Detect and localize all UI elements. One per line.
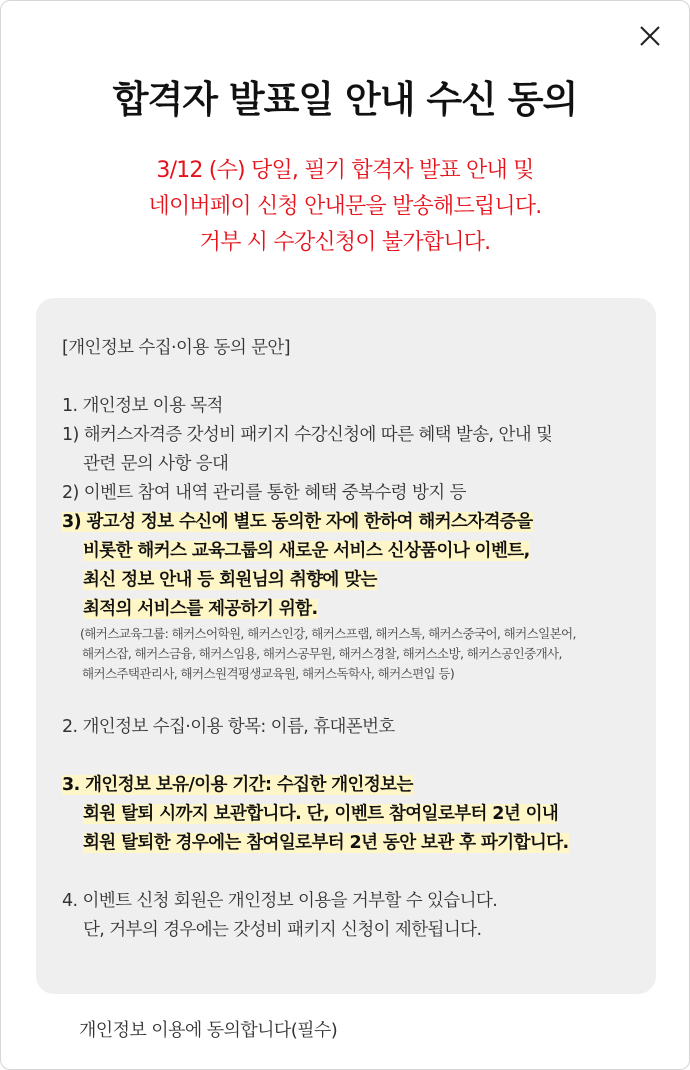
purpose-title: 1. 개인정보 이용 목적: [62, 396, 223, 416]
group-list: (해커스교육그룹: 해커스어학원, 해커스인강, 해커스프랩, 해커스톡, 해커스중국어, 해커스일본어,: [80, 626, 576, 641]
notice-line: 네이버페이 신청 안내문을 발송해드립니다.: [148, 194, 542, 219]
purpose-item-1-cont: 관련 문의 사항 응대: [83, 454, 229, 474]
retention-period-cont: 회원 탈퇴 시까지 보관합니다. 단, 이벤트 참여일로부터 2년 이내: [83, 804, 559, 824]
notice-line: 거부 시 수강신청이 불가합니다.: [199, 230, 491, 255]
agree-consent-label[interactable]: 개인정보 이용에 동의합니다(필수): [79, 1020, 338, 1041]
modal-title: 합격자 발표일 안내 수신 동의: [112, 78, 578, 121]
notice-line: 3/12 (수) 당일, 필기 합격자 발표 안내 및: [156, 158, 534, 183]
purpose-item-2: 2) 이벤트 참여 내역 관리를 통한 혜택 중복수령 방지 등: [62, 483, 466, 503]
purpose-item-3-cont: 비롯한 해커스 교육그룹의 새로운 서비스 신상품이나 이벤트,: [83, 541, 530, 561]
group-list: 해커스잡, 해커스금융, 해커스임용, 해커스공무원, 해커스경찰, 해커스소방, 해커스공인중개사,: [82, 646, 562, 661]
terms-box[interactable]: [36, 298, 656, 994]
group-list: 해커스주택관리사, 해커스원격평생교육원, 해커스독학사, 해커스편입 등): [82, 666, 455, 681]
retention-period: 3. 개인정보 보유/이용 기간: 수집한 개인정보는: [62, 775, 413, 795]
close-icon: [635, 21, 665, 51]
terms-content: [62, 334, 636, 945]
refusal-right: 4. 이벤트 신청 회원은 개인정보 이용을 거부할 수 있습니다.: [62, 891, 498, 911]
purpose-item-3: 3) 광고성 정보 수신에 별도 동의한 자에 한하여 해커스자격증을: [62, 512, 533, 532]
purpose-item-1: 1) 해커스자격증 갓성비 패키지 수강신청에 따른 혜택 발송, 안내 및: [62, 425, 553, 445]
close-button[interactable]: [635, 21, 665, 51]
notice-text: [1, 153, 689, 261]
retention-period-cont: 회원 탈퇴한 경우에는 참여일로부터 2년 동안 보관 후 파기합니다.: [83, 833, 569, 853]
terms-heading: [개인정보 수집·이용 동의 문안]: [62, 338, 290, 358]
collected-items: 2. 개인정보 수집·이용 항목: 이름, 휴대폰번호: [62, 717, 395, 737]
purpose-item-3-cont: 최신 정보 안내 등 회원님의 취향에 맞는: [83, 570, 377, 590]
purpose-item-3-cont: 최적의 서비스를 제공하기 위함.: [83, 599, 318, 619]
refusal-right-cont: 단, 거부의 경우에는 갓성비 패키지 신청이 제한됩니다.: [83, 920, 482, 940]
